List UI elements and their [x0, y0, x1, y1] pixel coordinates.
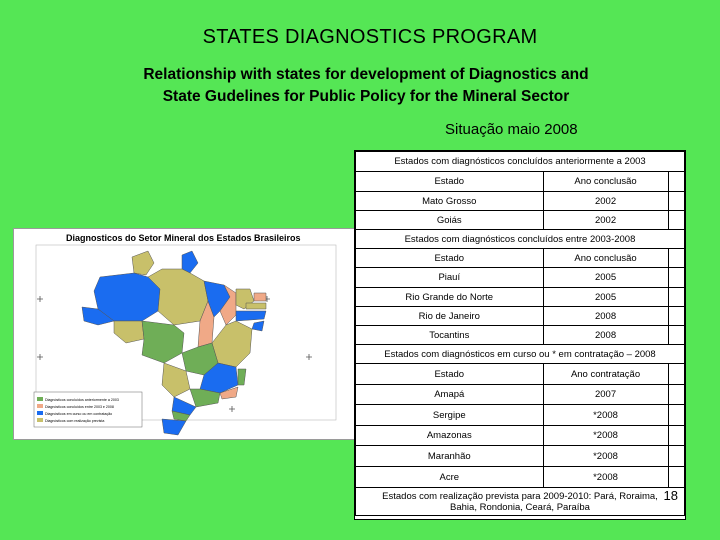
state-roraima: [132, 251, 154, 275]
state-rio-grande-do-sul: [162, 419, 186, 435]
legend-swatch-3: [37, 411, 43, 415]
section-header-3: Estados com diagnósticos em curso ou * em contratação – 2008: [356, 345, 685, 364]
col-header-ano: Ano conclusão: [543, 172, 668, 192]
col-header-estado: Estado: [356, 249, 544, 268]
col-header-estado: Estado: [356, 172, 544, 192]
legend-label-3: Diagnósticos em curso ou em contratação: [45, 412, 113, 416]
brazil-map-panel: [13, 228, 360, 440]
state-sergipe: [252, 321, 264, 331]
state-amapa: [182, 251, 198, 273]
state-mato-grosso: [142, 321, 184, 363]
state-pernambuco: [236, 311, 266, 321]
footer-line-2: Bahia, Rondonia, Ceará, Paraíba: [450, 501, 590, 513]
state-rio-grande-do-norte: [254, 293, 266, 301]
footer-line-1: Estados com realização prevista para 2009-2010: Pará, Roraima,: [382, 490, 658, 502]
map-legend: [34, 392, 142, 427]
status-table: [354, 150, 686, 520]
state-paraiba: [246, 303, 266, 309]
state-rondonia: [114, 321, 144, 343]
table-row: Amapá 2007: [356, 385, 685, 405]
legend-label-1: Diagnósticos concluídos anteriormente a 2003: [45, 398, 119, 402]
col-header-ano: Ano conclusão: [543, 249, 668, 268]
brazil-map: [14, 229, 359, 439]
table-row: Rio de Janeiro 2008: [356, 307, 685, 326]
table-row: Goiás 2002: [356, 211, 685, 230]
subtitle-line-2: State Gudelines for Public Policy for the Mineral Sector: [162, 88, 570, 105]
table-row: Acre *2008: [356, 467, 685, 488]
page-title: STATES DIAGNOSTICS PROGRAM: [202, 26, 538, 48]
col-header-estado: Estado: [356, 364, 544, 385]
table-row: Tocantins 2008: [356, 326, 685, 345]
state-bahia: [212, 321, 252, 367]
table-row: Piauí 2005: [356, 268, 685, 288]
subtitle-line-1: Relationship with states for development of Diagnostics and: [143, 66, 589, 83]
legend-swatch-4: [37, 418, 43, 422]
legend-swatch-1: [37, 397, 43, 401]
table-row: Mato Grosso 2002: [356, 192, 685, 211]
legend-label-2: Diagnósticos concluídos entre 2003 e 2008: [45, 405, 114, 409]
status-date: Situação maio 2008: [445, 121, 578, 138]
table-footer: [356, 488, 685, 516]
col-header-ano: Ano contratação: [543, 364, 668, 385]
table-row: Rio Grande do Norte 2005: [356, 288, 685, 307]
table-row: Sergipe *2008: [356, 405, 685, 426]
state-espirito-santo: [238, 369, 246, 385]
section-header-1: Estados com diagnósticos concluídos anteriormente a 2003: [356, 152, 685, 172]
legend-label-4: Diagnósticos com realização prevista: [45, 419, 105, 423]
section-header-2: Estados com diagnósticos concluídos entre 2003-2008: [356, 230, 685, 249]
table-row: Maranhão *2008: [356, 446, 685, 467]
map-title: Diagnosticos do Setor Mineral dos Estados Brasileiros: [66, 233, 301, 243]
legend-swatch-2: [37, 404, 43, 408]
page-subtitle: [0, 64, 720, 108]
page-number: 18: [663, 488, 678, 503]
table-row: Amazonas *2008: [356, 426, 685, 446]
